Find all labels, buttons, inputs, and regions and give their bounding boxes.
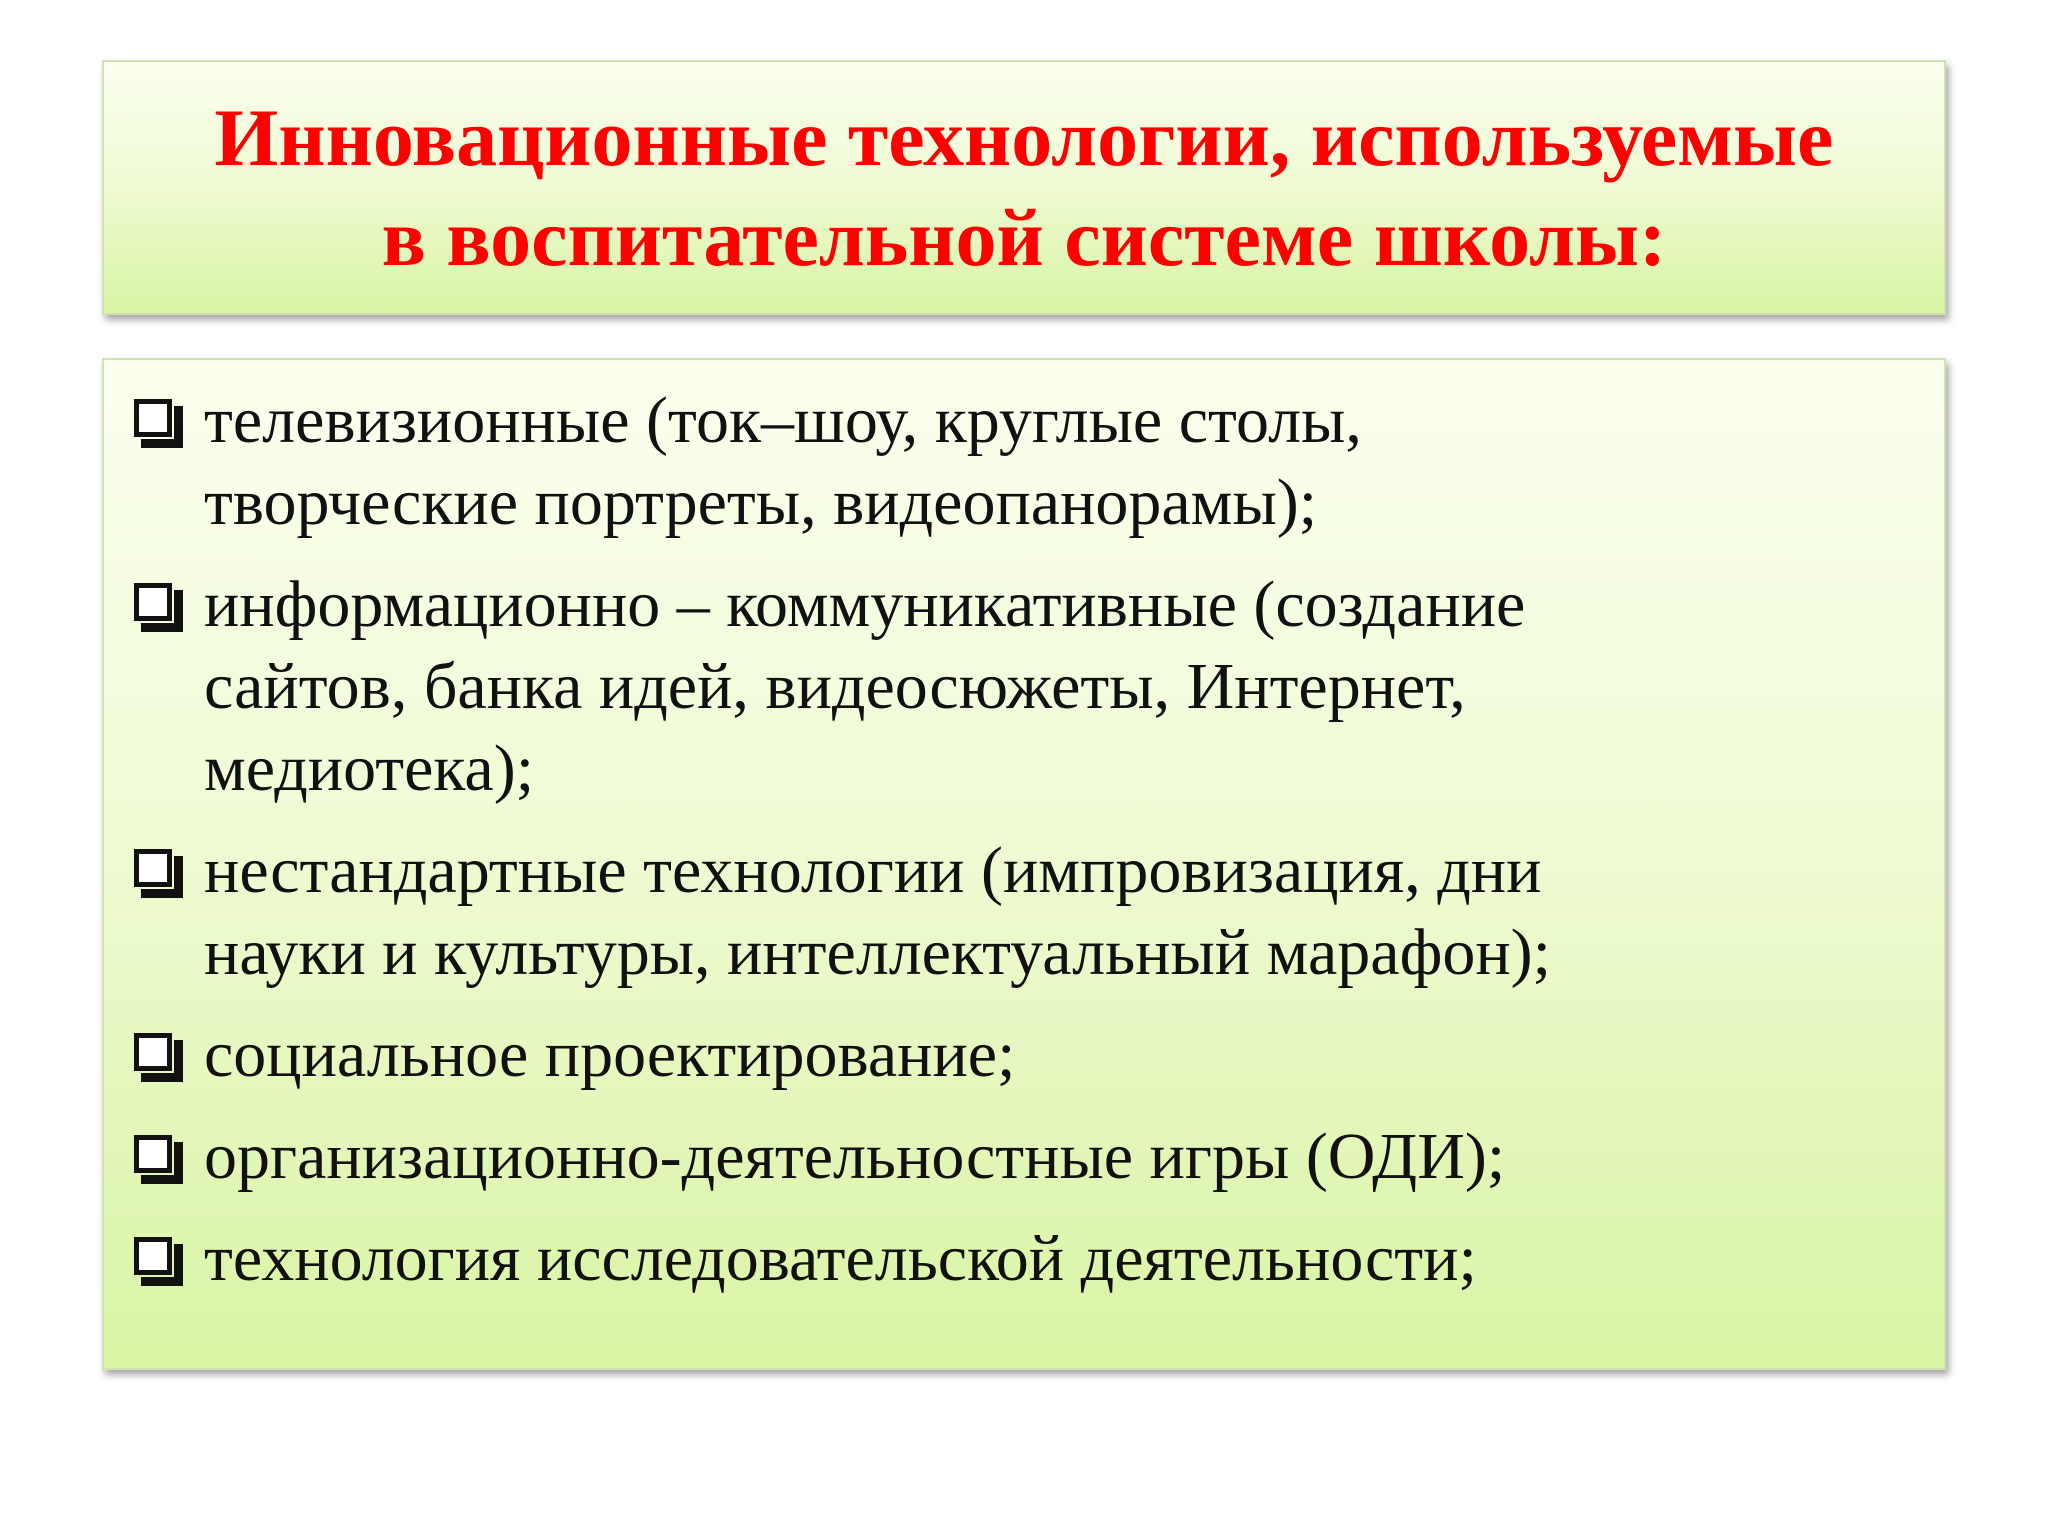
- title-box: [102, 60, 1946, 315]
- checkbox-square-icon: [134, 1135, 172, 1173]
- list-item-line: нестандартные технологии (импровизация, дни: [204, 834, 1542, 907]
- title-line-1: Инновационные технологии, используемые: [214, 91, 1834, 183]
- checkbox-square-icon: [134, 1237, 172, 1275]
- list-item: [130, 830, 1920, 994]
- bullet-list: [130, 380, 1920, 1300]
- list-item: [130, 1218, 1920, 1300]
- content-box: [102, 358, 1946, 1370]
- list-item-line: творческие портреты, видеопанорамы);: [204, 466, 1318, 539]
- checkbox-square-icon: [134, 583, 172, 621]
- list-item-line: информационно – коммуникативные (создание: [204, 568, 1526, 641]
- list-item: [130, 380, 1920, 544]
- checkbox-square-icon: [134, 1033, 172, 1071]
- checkbox-square-icon: [134, 399, 172, 437]
- slide-title: [195, 88, 1854, 288]
- checkbox-square-icon: [134, 849, 172, 887]
- list-item-line: сайтов, банка идей, видеосюжеты, Интернет,: [204, 650, 1466, 723]
- list-item: [130, 1014, 1920, 1096]
- list-item-line: науки и культуры, интеллектуальный марафон);: [204, 916, 1551, 989]
- list-item-line: телевизионные (ток–шоу, круглые столы,: [204, 384, 1362, 457]
- list-item: [130, 1116, 1920, 1198]
- list-item-line: организационно-деятельностные игры (ОДИ);: [204, 1120, 1506, 1193]
- list-item-line: медиотека);: [204, 732, 535, 805]
- list-item-line: социальное проектирование;: [204, 1018, 1016, 1091]
- title-line-2: в воспитательной системе школы:: [381, 191, 1667, 283]
- list-item-line: технология исследовательской деятельности;: [204, 1222, 1477, 1295]
- list-item: [130, 564, 1920, 810]
